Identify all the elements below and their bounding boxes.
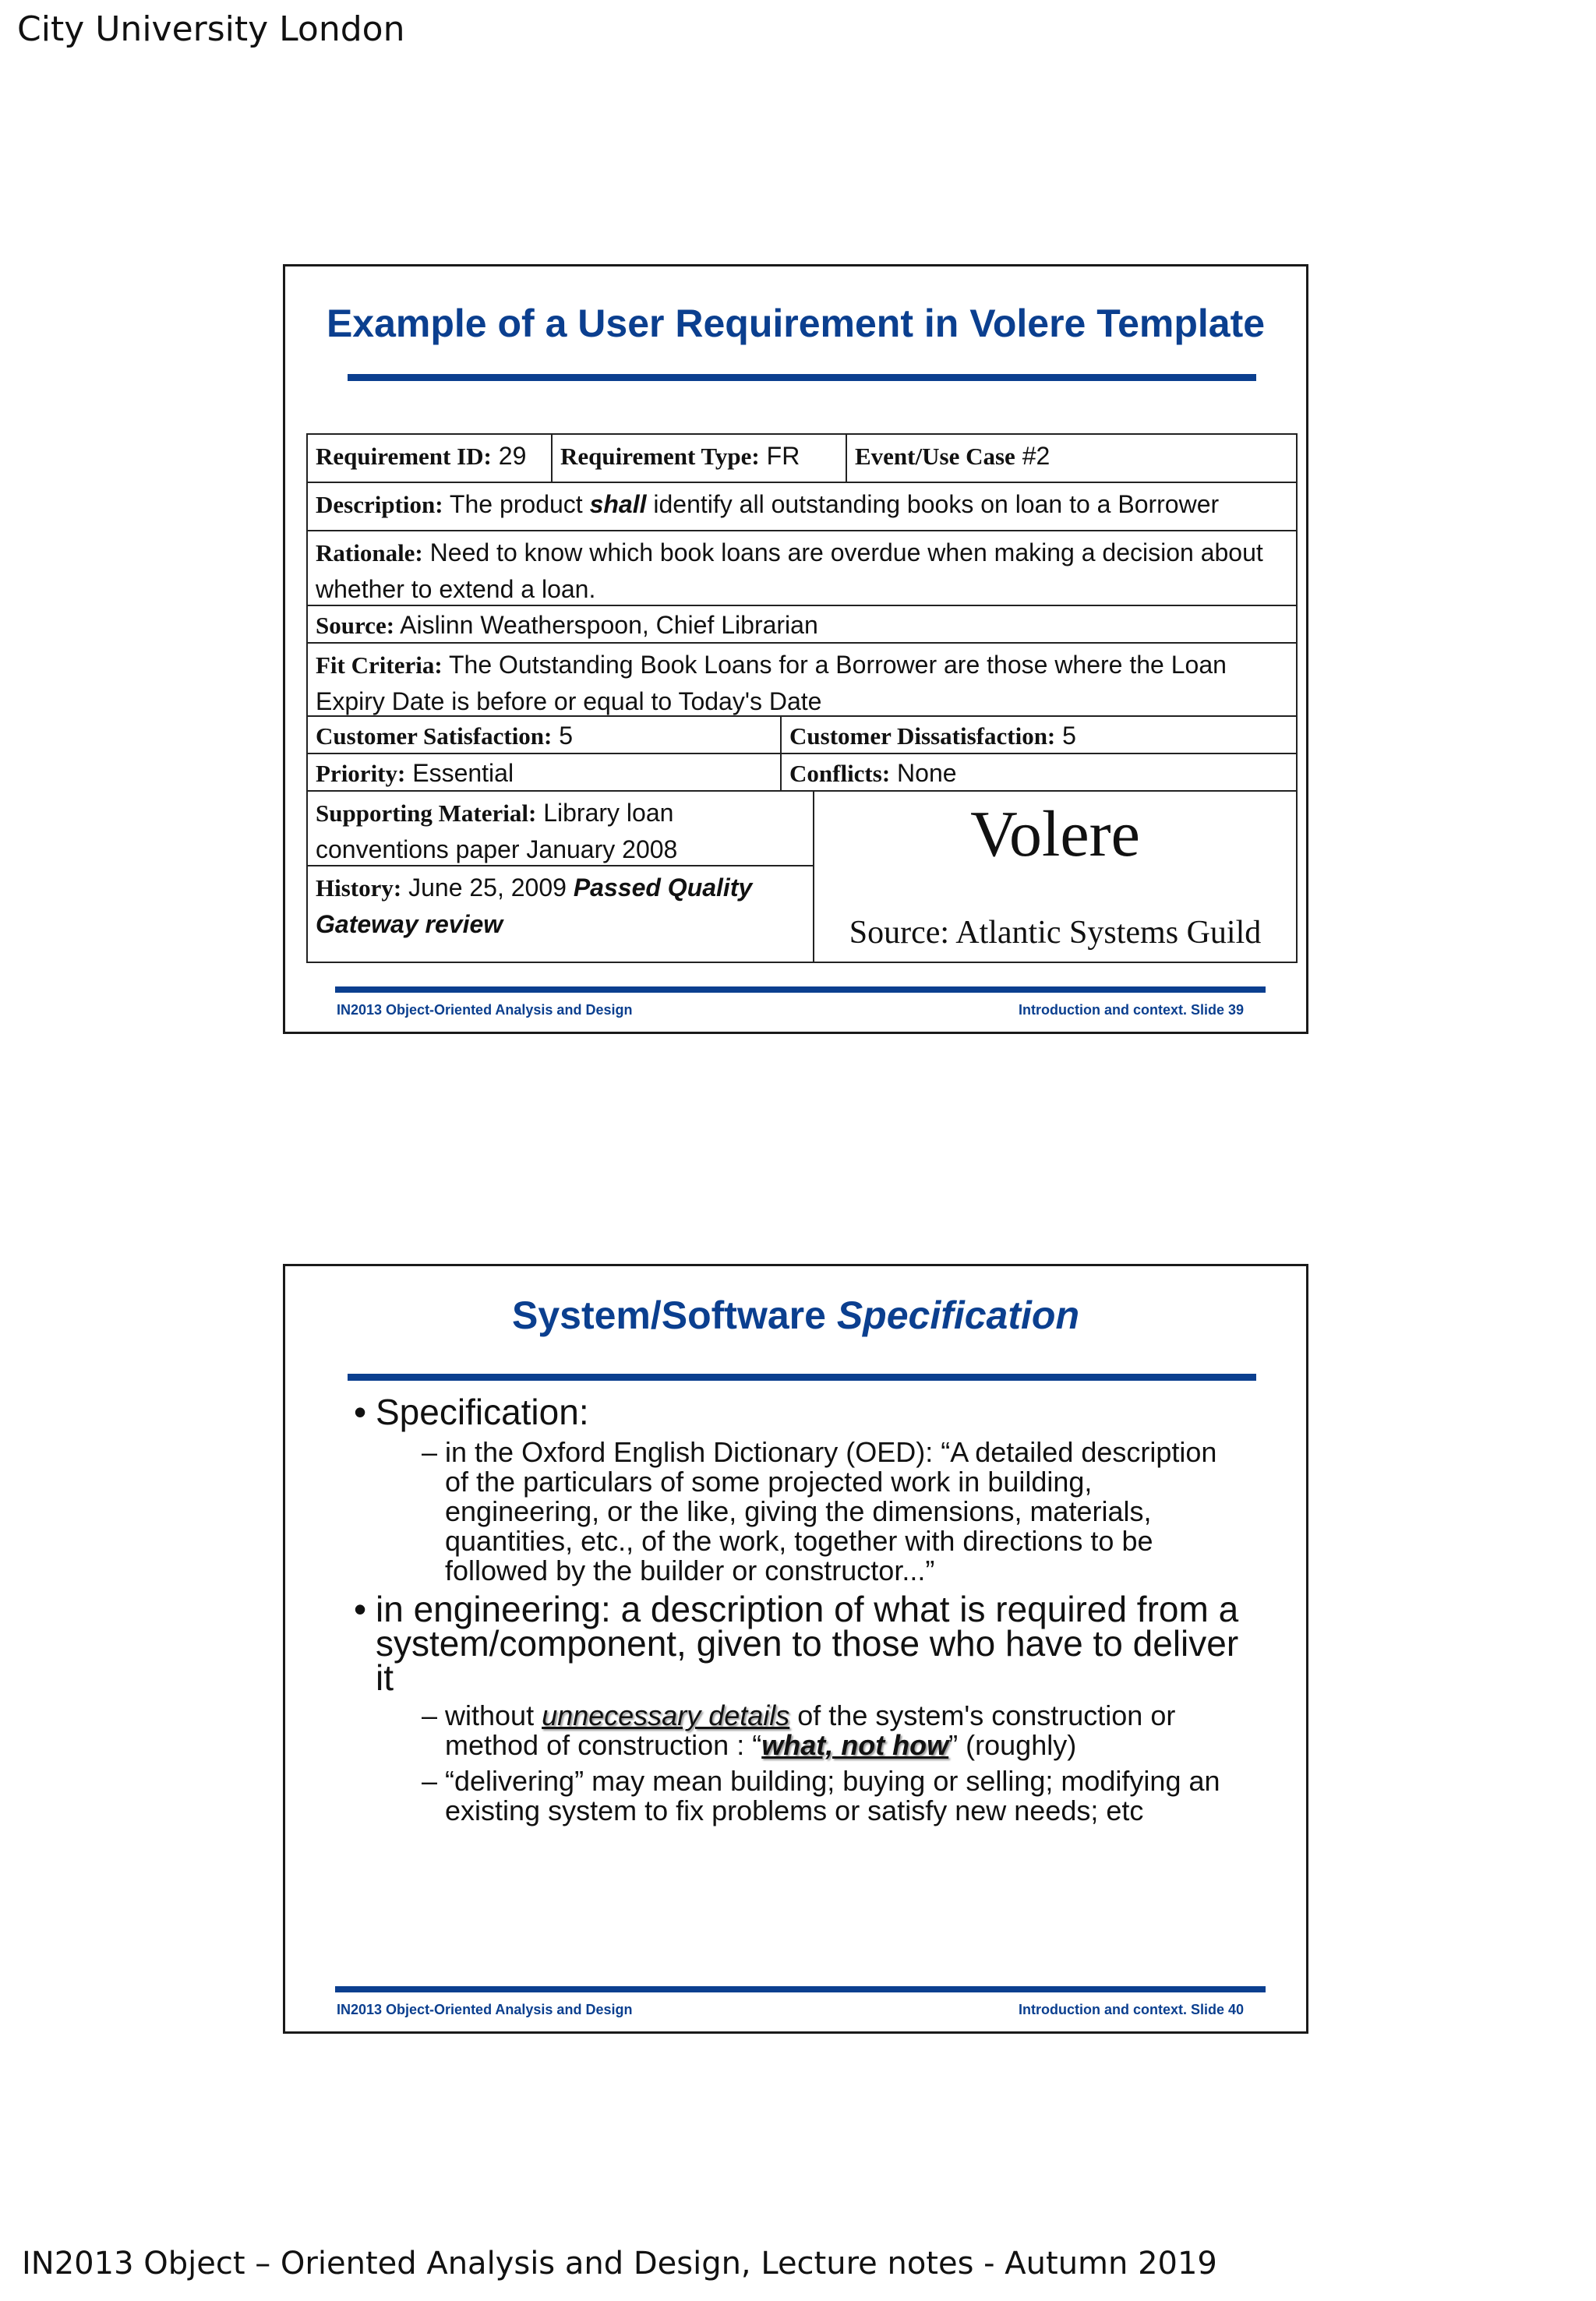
sub-bullet-without-details <box>422 1699 1240 1761</box>
source-label: Source: <box>316 612 395 639</box>
requirement-type-label: Requirement Type: <box>560 443 760 470</box>
fit-criteria-label: Fit Criteria: <box>316 651 443 679</box>
customer-satisfaction-cell <box>306 715 782 754</box>
priority-label: Priority: <box>316 760 406 787</box>
event-use-case-cell <box>846 433 1298 483</box>
customer-satisfaction-value: 5 <box>552 722 574 750</box>
description-text: The product <box>443 490 590 518</box>
sub-bullet-text-end: ” (roughly) <box>948 1729 1077 1761</box>
volere-source: Source: Atlantic Systems Guild <box>849 915 1262 951</box>
description-label: Description: <box>316 491 443 518</box>
customer-dissatisfaction-value: 5 <box>1055 722 1076 750</box>
customer-dissatisfaction-cell <box>780 715 1298 754</box>
sub-bullet-text: “delivering” may mean building; buying or selling; modifying an existing system to fix problems or satisfy new needs; etc <box>445 1765 1220 1826</box>
bullet-text: in engineering: a description of what is required from a system/component, given to those who have to deliver it <box>376 1589 1239 1698</box>
description-emphasis: shall <box>589 490 647 518</box>
slide-40 <box>283 1264 1308 2034</box>
sub-bullet-delivering <box>422 1765 1240 1826</box>
title-divider <box>348 1374 1256 1381</box>
customer-satisfaction-label: Customer Satisfaction: <box>316 722 553 750</box>
supporting-material-value: Library loan conventions paper January 2008 <box>316 799 678 863</box>
what-not-how-emphasis: what, not how <box>761 1729 949 1761</box>
supporting-material-label: Supporting Material: <box>316 799 537 827</box>
volere-requirement-table <box>306 433 1298 963</box>
history-emphasis: Passed Quality Gateway review <box>316 873 753 938</box>
slide-title: Example of a User Requirement in Volere Template <box>326 302 1266 345</box>
requirement-id-cell <box>306 433 553 483</box>
fit-criteria-value: The Outstanding Book Loans for a Borrower are those where the Loan Expiry Date is before or equal to Today's Date <box>316 651 1227 715</box>
bullet-text: Specification: <box>376 1392 589 1432</box>
history-value: June 25, 2009 <box>401 873 574 902</box>
page-header: City University London <box>17 9 405 49</box>
rationale-cell <box>306 530 1298 606</box>
priority-value: Essential <box>405 759 514 787</box>
dash-marker: – <box>422 1699 438 1731</box>
priority-cell <box>306 753 782 792</box>
requirement-id-value: 29 <box>491 442 527 470</box>
footer-divider <box>335 986 1266 993</box>
customer-dissatisfaction-label: Customer Dissatisfaction: <box>789 722 1056 750</box>
bullet-dot: • <box>354 1392 367 1432</box>
slide-title-italic: Specification <box>836 1293 1079 1337</box>
sub-bullet-text-mid: of the system's construction or method of construction : “ <box>445 1699 1176 1761</box>
bullet-specification <box>354 1392 1248 1432</box>
event-use-case-label: Event/Use Case <box>855 443 1015 470</box>
bullet-dot: • <box>354 1589 367 1629</box>
requirement-type-value: FR <box>759 442 800 470</box>
event-use-case-value: #2 <box>1015 442 1050 470</box>
rationale-label: Rationale: <box>316 539 423 566</box>
conflicts-value: None <box>890 759 957 787</box>
sub-bullet-text: in the Oxford English Dictionary (OED): “A detailed description of the particulars of some projected work in building, engineering, or the like, giving the dimensions, materials, quantities, etc., of the work, together with directions to be followed by the builder or constructor...” <box>445 1436 1217 1586</box>
page-footer: IN2013 Object – Oriented Analysis and Design, Lecture notes - Autumn 2019 <box>22 2246 1217 2282</box>
sub-bullet-oed <box>422 1436 1240 1586</box>
bullet-engineering <box>354 1589 1248 1698</box>
slide-footer-left: IN2013 Object-Oriented Analysis and Design <box>337 2002 633 2017</box>
slide-footer-left: IN2013 Object-Oriented Analysis and Design <box>337 1002 633 1018</box>
volere-logo-cell <box>813 790 1298 963</box>
fit-criteria-cell <box>306 642 1298 717</box>
conflicts-label: Conflicts: <box>789 760 891 787</box>
history-label: History: <box>316 874 402 902</box>
dash-marker: – <box>422 1436 438 1468</box>
dash-marker: – <box>422 1765 438 1797</box>
history-cell <box>306 865 814 963</box>
source-value: Aislinn Weatherspoon, Chief Librarian <box>394 611 818 639</box>
title-divider <box>348 374 1256 381</box>
slide-39 <box>283 264 1308 1034</box>
conflicts-cell <box>780 753 1298 792</box>
volere-logo: Volere <box>970 798 1140 870</box>
sub-bullet-text: without <box>445 1699 542 1731</box>
slide-footer-right: Introduction and context. Slide 40 <box>1018 2002 1244 2017</box>
description-cell <box>306 482 1298 531</box>
rationale-value: Need to know which book loans are overdue when making a decision about whether to extend a loan. <box>316 538 1263 603</box>
unnecessary-details-emphasis: unnecessary details <box>542 1699 790 1731</box>
requirement-id-label: Requirement ID: <box>316 443 492 470</box>
requirement-type-cell <box>551 433 847 483</box>
description-text-end: identify all outstanding books on loan to a Borrower <box>646 490 1220 518</box>
slide-title <box>285 1293 1306 1338</box>
source-cell <box>306 605 1298 644</box>
slide-footer-right: Introduction and context. Slide 39 <box>1018 1002 1244 1018</box>
supporting-material-cell <box>306 790 814 866</box>
footer-divider <box>335 1986 1266 1992</box>
slide-title-plain: System/Software <box>511 1293 837 1337</box>
